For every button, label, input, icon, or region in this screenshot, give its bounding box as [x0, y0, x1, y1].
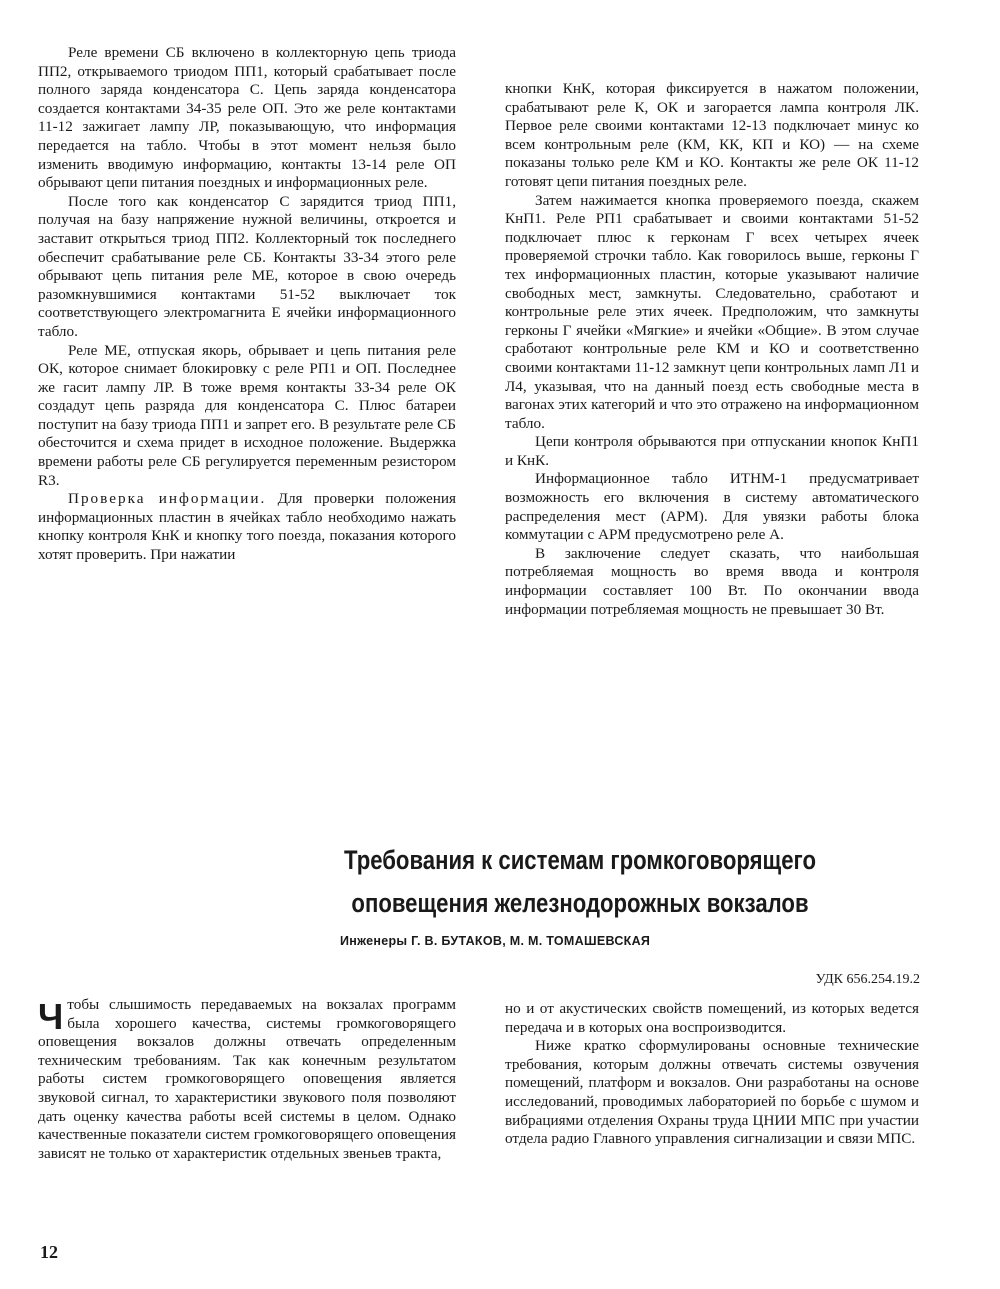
paragraph-check [38, 490, 456, 564]
paragraph: Реле времени СБ включено в коллекторную цепь триода ПП2, открываемого триодом ПП1, который срабатывает после полного заряда конденсатора С. Цепь заряда конденсатора создается контактами 34-35 реле ОП. Это же реле контактами 11-12 зажигает лампу ЛР, показывающую, что информация передается на табло. Чтобы в этот момент нельзя было изменить вводимую информацию, контакты 13-14 реле ОП обрывают цепи питания поездных и информационных реле. [38, 44, 456, 192]
paragraph-text: Для проверки положения информационных пластин в ячейках табло необходимо нажать кнопку контроля КнК и кнопку того поезда, показания которого хотят проверить. При нажатии [38, 490, 456, 564]
column-bottom-left [38, 996, 456, 1163]
paragraph: Затем нажимается кнопка проверяемого поезда, скажем КнП1. Реле РП1 срабатывает и своими контактами 51-52 подключает плюс к герконам Г всех четырех ячеек проверяемой строчки табло. Как говорилось выше, герконы Г тех информационных пластин, которые указывают наличие свободных мест, замкнуты. Следовательно, сработают и контрольные реле этих ячеек. Предположим, что замкнуты герконы Г ячейки «Мягкие» и ячейки «Общие». В этом случае сработают контрольные реле КМ и КО и соответственно своими контактами 11-12 замкнут цепи контрольных ламп Л1 и Л4, указывая, что на данный поезд есть свободные места в вагонах этих категорий и что это отражено на информационном табло. [505, 191, 919, 432]
paragraph: После того как конденсатор С зарядится триод ПП1, получая на базу напряжение нужной величины, откроется и заставит открыться триод ПП2. Коллекторный ток последнего обеспечит срабатывание реле СБ. Контакты 33-34 этого реле обрывают цепь питания реле МЕ, которое в свою очередь разомкнувшимися контактами 51-52 выключает ток соответствующего электромагнита Е ячейки информационного табло. [38, 192, 456, 340]
drop-cap: Ч [38, 996, 64, 1037]
article-title-line-1: Требования к системам громкоговорящего [344, 845, 816, 875]
article-title-line-2: оповещения железнодорожных вокзалов [351, 888, 809, 918]
paragraph: кнопки КнК, которая фиксируется в нажатом положении, срабатывают реле К, ОК и загорается лампа контроля ЛК. Первое реле своими контактами 12-13 подключает минус ко всем контрольным реле (КМ, КК, КП и КО) — на схеме показаны только реле КМ и КО. Контакты же реле ОК 11-12 готовят цепи питания поездных реле. [505, 80, 919, 190]
paragraph-text: тобы слышимость передаваемых на вокзалах программ была хорошего качества, системы громкоговорящего оповещения вокзалов должны отвечать определенным техническим требованиям. Так как конечным результатом работы систем громкоговорящего оповещения является звуковой сигнал, то характеристики звукового поля позволяют дать оценку качества работы всей системы в целом. Однако качественные показатели систем громкоговорящего оповещения зависят не только от характеристик отдельных звеньев тракта, [38, 996, 456, 1162]
column-top-right [505, 80, 919, 619]
paragraph: Реле МЕ, отпуская якорь, обрывает и цепь питания реле ОК, которое снимает блокировку с реле РП1 и ОП. Последнее же гасит лампу ЛР. В тоже время контакты 33-34 реле ОК создадут цепь разряда для конденсатора С. Плюс батареи поступит на базу триода ПП1 и запрет его. В результате реле СБ обесточится и схема придет в исходное положение. Выдержка времени работы реле СБ регулируется переменным резистором R3. [38, 341, 456, 489]
paragraph: Цепи контроля обрываются при отпускании кнопок КнП1 и КнК. [505, 433, 919, 469]
udc-code: УДК 656.254.19.2 [815, 972, 920, 987]
section-lead: Проверка информации. [68, 490, 267, 508]
article-authors: Инженеры Г. В. БУТАКОВ, М. М. ТОМАШЕВСКАЯ [340, 934, 651, 948]
page-number: 12 [40, 1242, 58, 1262]
paragraph: но и от акустических свойств помещений, из которых ведется передача и в которых она воспроизводится. [505, 1000, 919, 1036]
column-bottom-right [505, 1000, 919, 1149]
paragraph: Ниже кратко сформулированы основные технические требования, которым должны отвечать системы озвучения помещений, платформ и вокзалов. Они разработаны на основе исследований, проводимых лабораторией по борьбе с шумом и вибрациями отделения Охраны труда ЦНИИ МПС при участии отдела радио Главного управления сигнализации и связи МПС. [505, 1037, 919, 1148]
column-top-left [38, 44, 456, 565]
paragraph: В заключение следует сказать, что наибольшая потребляемая мощность во время ввода и контроля информации составляет 100 Вт. По окончании ввода информации потребляемая мощность не превышает 30 Вт. [505, 544, 919, 618]
paragraph-intro [38, 996, 456, 1163]
paragraph: Информационное табло ИТНМ-1 предусматривает возможность его включения в систему автоматического распределения мест (АРМ). Для увязки работы блока коммутации с АРМ предусмотрено реле А. [505, 470, 919, 544]
